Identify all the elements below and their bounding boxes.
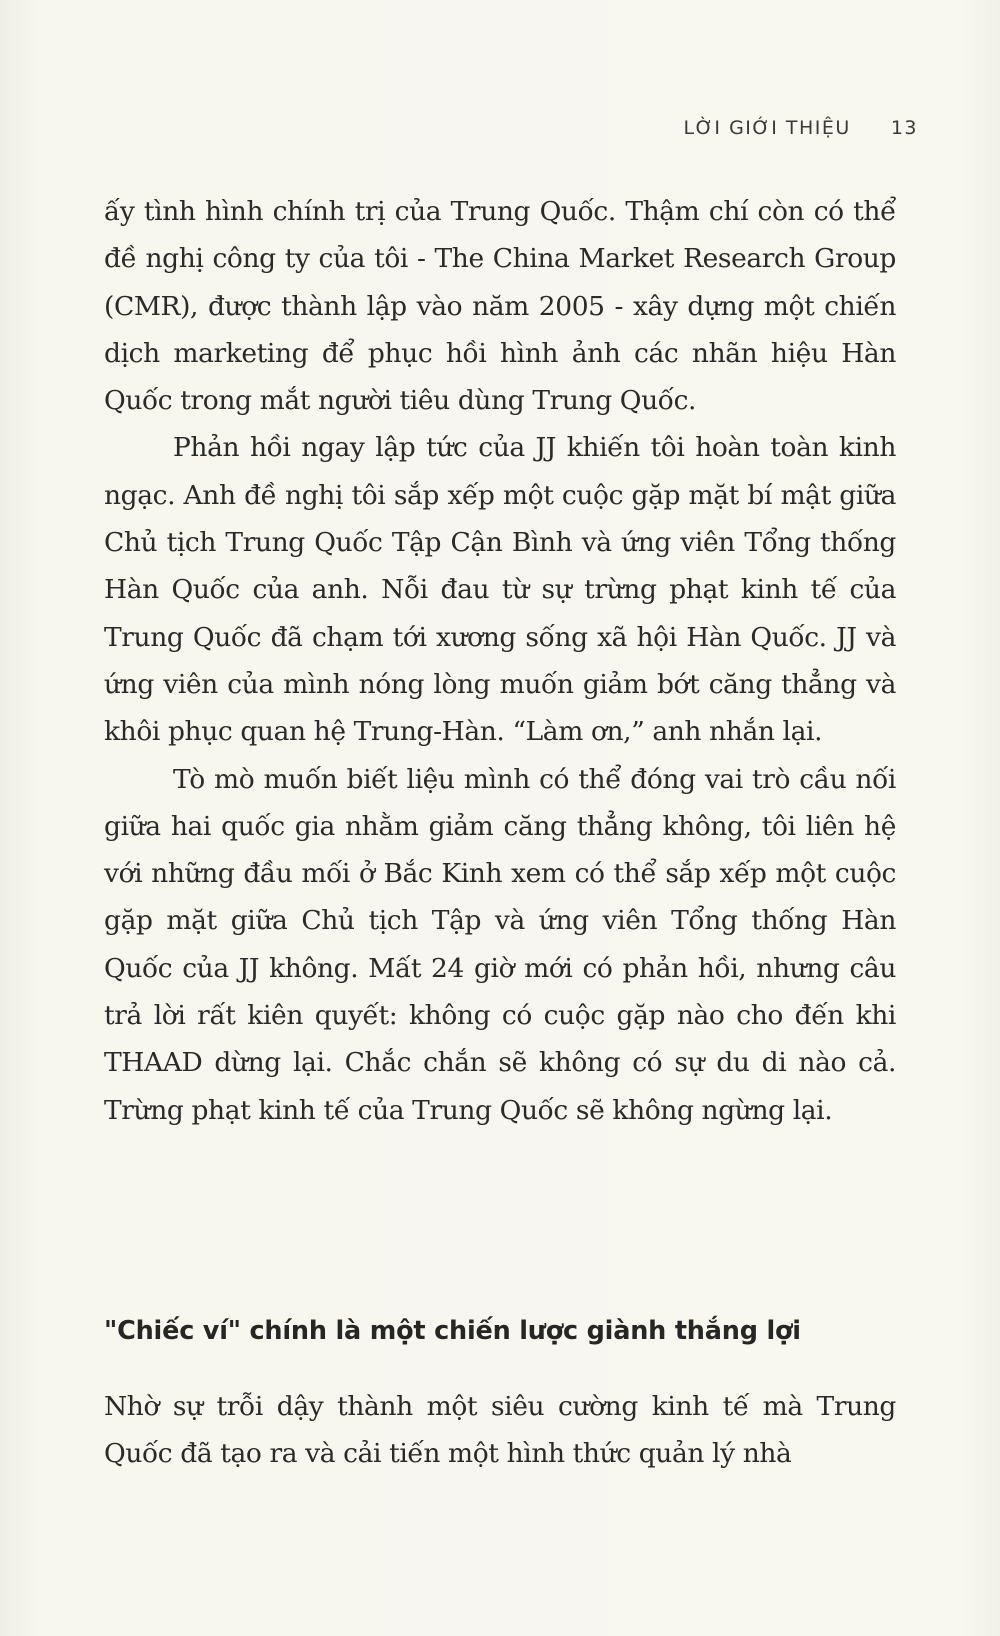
running-header [684,117,919,139]
body-text [104,188,896,1134]
paragraph-3: Tò mò muốn biết liệu mình có thể đóng vai trò cầu nối giữa hai quốc gia nhằm giảm căng thẳng không, tôi liên hệ với những đầu mối ở Bắc Kinh xem có thể sắp xếp một cuộc gặp mặt giữa Chủ tịch Tập và ứng viên Tổng thống Hàn Quốc của JJ không. Mất 24 giờ mới có phản hồi, nhưng câu trả lời rất kiên quyết: không có cuộc gặp nào cho đến khi THAAD dừng lại. Chắc chắn sẽ không có sự du di nào cả. Trừng phạt kinh tế của Trung Quốc sẽ không ngừng lại. [104,763,896,1126]
chapter-title: LỜI GIỚI THIỆU [683,117,851,139]
paragraph-1: ấy tình hình chính trị của Trung Quốc. Thậm chí còn có thể đề nghị công ty của tôi - The China Market Research Group (CMR), được thành lập vào năm 2005 - xây dựng một chiến dịch marketing để phục hồi hình ảnh các nhãn hiệu Hàn Quốc trong mắt người tiêu dùng Trung Quốc. [104,196,896,417]
section-first-paragraph: Nhờ sự trỗi dậy thành một siêu cường kinh tế mà Trung Quốc đã tạo ra và cải tiến một hình thức quản lý nhà [104,1391,896,1470]
section-heading: "Chiếc ví" chính là một chiến lược giành thắng lợi [104,1316,801,1346]
paragraph-2: Phản hồi ngay lập tức của JJ khiến tôi hoàn toàn kinh ngạc. Anh đề nghị tôi sắp xếp một cuộc gặp mặt bí mật giữa Chủ tịch Trung Quốc Tập Cận Bình và ứng viên Tổng thống Hàn Quốc của anh. Nỗi đau từ sự trừng phạt kinh tế của Trung Quốc đã chạm tới xương sống xã hội Hàn Quốc. JJ và ứng viên của mình nóng lòng muốn giảm bớt căng thẳng và khôi phục quan hệ Trung-Hàn. “Làm ơn,” anh nhắn lại. [104,432,896,748]
page-number: 13 [890,117,918,139]
